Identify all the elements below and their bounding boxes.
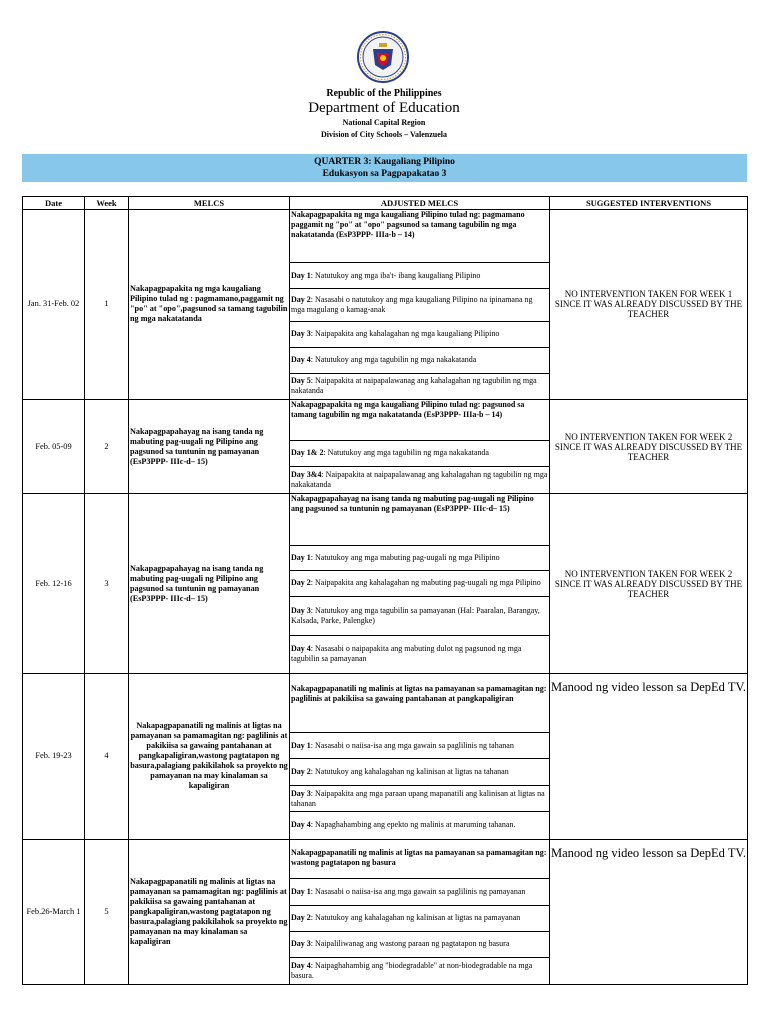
day-cell: Day 2: Nasasabi o natutukoy ang mga kaugaliang Pilipino na ipinamana ng mga magulang o kamag-anak: [290, 289, 550, 322]
quarter-banner: [22, 154, 747, 182]
day-cell: Day 2: Natutukoy ang kahalagahan ng kalinisan at ligtas na tahanan: [290, 759, 550, 785]
day-cell: Day 1: Natutukoy ang mga mabuting pag-uugali ng mga Pilipino: [290, 546, 550, 570]
day-cell: Day 3: Naipapakita ang mga paraan upang mapanatili ang kalinisan at ligtas na tahanan: [290, 785, 550, 811]
adjusted-melcs-heading: Nakapagpapanatili ng malinis at ligtas na pamayanan sa pamamagitan ng: wastong pagtatapon ng basura: [290, 839, 550, 879]
intervention-cell: NO INTERVENTION TAKEN FOR WEEK 2 SINCE IT WAS ALREADY DISCUSSED BY THE TEACHER: [550, 494, 748, 674]
melcs-cell: Nakapagpapahayag na isang tanda ng mabuting pag-uugali ng Pilipino ang pagsunod sa tuntunin ng pamayanan (EsP3PPP- IIIc-d– 15): [129, 399, 290, 493]
day-cell: Day 4: Natutukoy ang mga tagubilin ng mga nakakatanda: [290, 348, 550, 373]
date-cell: Jan. 31-Feb. 02: [23, 210, 85, 400]
melcs-cell: Nakapagpapakita ng mga kaugaliang Pilipino tulad ng : pagmamano,paggamit ng "po" at "opo",pagsunod sa tamang tagubilin ng mga nakatatanda: [129, 210, 290, 400]
week-cell: 4: [85, 674, 129, 840]
date-cell: Feb. 12-16: [23, 494, 85, 674]
column-header: MELCS: [129, 197, 290, 210]
week-cell: 2: [85, 399, 129, 493]
table-header-row: [23, 197, 748, 210]
melcs-cell: Nakapagpapanatili ng malinis at ligtas na pamayanan sa pamamagitan ng: paglilinis at pakikiisa sa gawaing pantahanan at pangkapaligiran,wastong pagtatapon ng basura,palagiang pakikilahok sa proyekto ng pamayanan na may kinalaman sa kapaligiran: [129, 674, 290, 840]
republic-line: Republic of the Philippines: [326, 88, 442, 99]
table-row: [23, 839, 748, 879]
column-header: Week: [85, 197, 129, 210]
melcs-table: [22, 196, 748, 985]
intervention-cell: Manood ng video lesson sa DepEd TV.: [550, 674, 748, 840]
region-line: National Capital Region: [342, 118, 426, 127]
adjusted-melcs-heading: Nakapagpapahayag na isang tanda ng mabuting pag-uugali ng Pilipino ang pagsunod sa tuntunin ng pamayanan (EsP3PPP- IIIc-d– 15): [290, 494, 550, 546]
day-cell: Day 1: Nasasabi o naiisa-isa ang mga gawain sa paglilinis ng tahanan: [290, 733, 550, 759]
date-cell: Feb. 05-09: [23, 399, 85, 493]
adjusted-melcs-heading: Nakapagpapakita ng mga kaugaliang Pilipino tulad ng: pagmamano paggamit ng "po" at "opo" pagsunod sa tamang tagubilin ng mga nakatatanda (EsP3PPP- IIIa-b – 14): [290, 210, 550, 263]
day-cell: Day 2: Naipapakita ang kahalagahan ng mabuting pag-uugali ng mga Pilipino: [290, 570, 550, 596]
division-line: Division of City Schools – Valenzuela: [320, 130, 447, 139]
table-row: [23, 494, 748, 546]
day-cell: Day 3: Naipapakita ang kahalagahan ng mga kaugaliang Pilipino: [290, 321, 550, 347]
intervention-cell: NO INTERVENTION TAKEN FOR WEEK 2 SINCE IT WAS ALREADY DISCUSSED BY THE TEACHER: [550, 399, 748, 493]
deped-seal-logo: [357, 31, 409, 83]
week-cell: 3: [85, 494, 129, 674]
intervention-cell: NO INTERVENTION TAKEN FOR WEEK 1 SINCE IT WAS ALREADY DISCUSSED BY THE TEACHER: [550, 210, 748, 400]
week-cell: 5: [85, 839, 129, 984]
day-cell: Day 3: Naipaliliwanag ang wastong paraan ng pagtatapon ng basura: [290, 932, 550, 957]
table-row: [23, 210, 748, 263]
adjusted-melcs-heading: Nakapagpapakita ng mga kaugaliang Pilipino tulad ng: pagsunod sa tamang tagubilin ng mga nakatatanda (EsP3PPP- IIIa-b – 14): [290, 399, 550, 440]
quarter-title: QUARTER 3: Kaugaliang Pilipino: [314, 157, 455, 167]
column-header: ADJUSTED MELCS: [290, 197, 550, 210]
day-cell: Day 3&4: Naipapakita at naipapalawanag ang kahalagahan ng tagubilin ng mga nakakatanda: [290, 466, 550, 493]
date-cell: Feb. 19-23: [23, 674, 85, 840]
department-title: Department of Education: [308, 100, 460, 116]
melcs-cell: Nakapagpapanatili ng malinis at ligtas na pamayanan sa pamamagitan ng: paglilinis at pakikiisa sa gawaing pantahanan at pangkapaligiran,wastong pagtatapon ng basura,palagiang pakikilahok sa proyekto ng pamayanan na may kinalaman sa kapaligiran: [129, 839, 290, 984]
subject-title: Edukasyon sa Pagpapakatao 3: [322, 169, 447, 179]
day-cell: Day 4: Naipaghahambig ang "biodegradable" at non-biodegradable na mga basura.: [290, 957, 550, 985]
table-row: [23, 399, 748, 440]
day-cell: Day 5: Naipapakita at naipapalawanag ang kahalagahan ng tagubilin ng mga nakatanda: [290, 373, 550, 399]
letterhead: [0, 88, 768, 141]
day-cell: Day 1: Natutukoy ang mga iba't- ibang kaugaliang Pilipino: [290, 262, 550, 288]
column-header: SUGGESTED INTERVENTIONS: [550, 197, 748, 210]
day-cell: Day 2: Natutukoy ang kahalagahan ng kalinisan at ligtas na pamayanan: [290, 905, 550, 931]
week-cell: 1: [85, 210, 129, 400]
day-cell: Day 1& 2: Natutukoy ang mga tagubilin ng mga nakakatanda: [290, 440, 550, 466]
day-cell: Day 4: Nasasabi o naipapakita ang mabuting dulot ng pagsunod ng mga tagubilin sa pamayanan: [290, 635, 550, 674]
date-cell: Feb.26-March 1: [23, 839, 85, 984]
day-cell: Day 3: Natutukoy ang mga tagubilin sa pamayanan (Hal: Paaralan, Barangay, Kalsada, Parke, Palengke): [290, 596, 550, 635]
melcs-cell: Nakapagpapahayag na isang tanda ng mabuting pag-uugali ng Pilipino ang pagsunod sa tuntunin ng pamayanan (EsP3PPP- IIIc-d– 15): [129, 494, 290, 674]
intervention-cell: Manood ng video lesson sa DepEd TV.: [550, 839, 748, 984]
table-row: [23, 674, 748, 733]
column-header: Date: [23, 197, 85, 210]
adjusted-melcs-heading: Nakapagpapanatili ng malinis at ligtas na pamayanan sa pamamagitan ng: paglilinis at pakikiisa sa gawaing pantahanan at pangkapaligiran: [290, 674, 550, 733]
day-cell: Day 4: Napaghahambing ang epekto ng malinis at maruming tahanan.: [290, 812, 550, 839]
day-cell: Day 1: Nasasabi o naiisa-isa ang mga gawain sa paglilinis ng pamayanan: [290, 879, 550, 905]
